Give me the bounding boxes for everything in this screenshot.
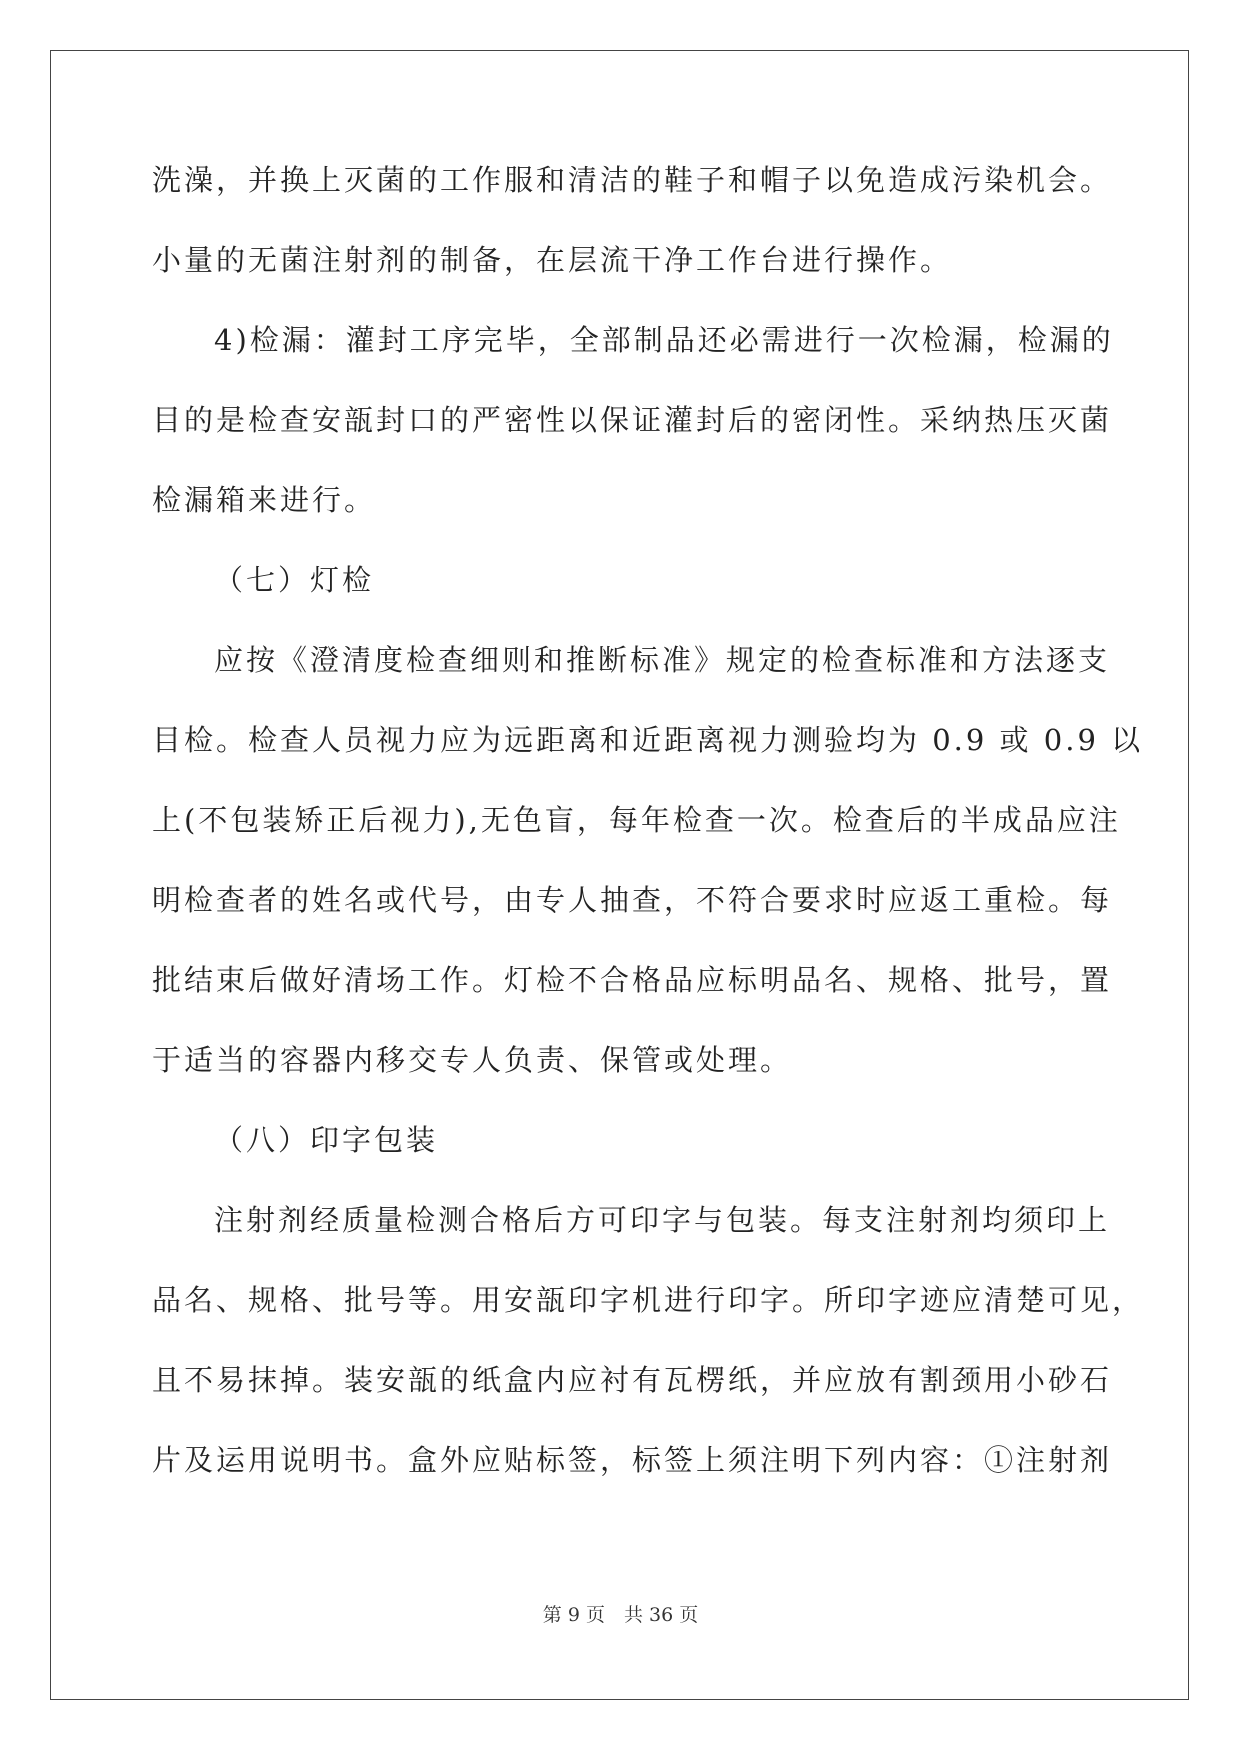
text-line: 洗澡，并换上灭菌的工作服和清洁的鞋子和帽子以免造成污染机会。 (152, 163, 1113, 197)
text-line: 注射剂经质量检测合格后方可印字与包装。每支注射剂均须印上 (214, 1203, 1111, 1237)
text-line: 于适当的容器内移交专人负责、保管或处理。 (152, 1043, 793, 1077)
text-line: 上(不包装矫正后视力),无色盲，每年检查一次。检查后的半成品应注 (152, 803, 1121, 837)
text-line: 目的是检查安瓿封口的严密性以保证灌封后的密闭性。采纳热压灭菌 (152, 403, 1113, 437)
text-line: 4)检漏：灌封工序完毕，全部制品还必需进行一次检漏，检漏的 (214, 323, 1114, 357)
text-line: 小量的无菌注射剂的制备，在层流干净工作台进行操作。 (152, 243, 953, 277)
text-line: 应按《澄清度检查细则和推断标准》规定的检查标准和方法逐支 (214, 643, 1111, 677)
text-line: 检漏箱来进行。 (152, 483, 377, 517)
text-line: 品名、规格、批号等。用安瓿印字机进行印字。所印字迹应清楚可见， (152, 1283, 1145, 1317)
text-line: 片及运用说明书。盒外应贴标签，标签上须注明下列内容：①注射剂 (152, 1443, 1113, 1477)
section-heading: （七）灯检 (214, 563, 375, 597)
text-line: 且不易抹掉。装安瓿的纸盒内应衬有瓦楞纸，并应放有割颈用小砂石 (152, 1363, 1113, 1397)
page-number: 第 9 页 共 36 页 (542, 1604, 699, 1626)
section-heading: （八）印字包装 (214, 1123, 439, 1157)
text-line: 目检。检查人员视力应为远距离和近距离视力测验均为 0.9 或 0.9 以 (152, 723, 1144, 757)
text-line: 明检查者的姓名或代号，由专人抽查，不符合要求时应返工重检。每 (152, 883, 1113, 917)
text-line: 批结束后做好清场工作。灯检不合格品应标明品名、规格、批号，置 (152, 963, 1113, 997)
